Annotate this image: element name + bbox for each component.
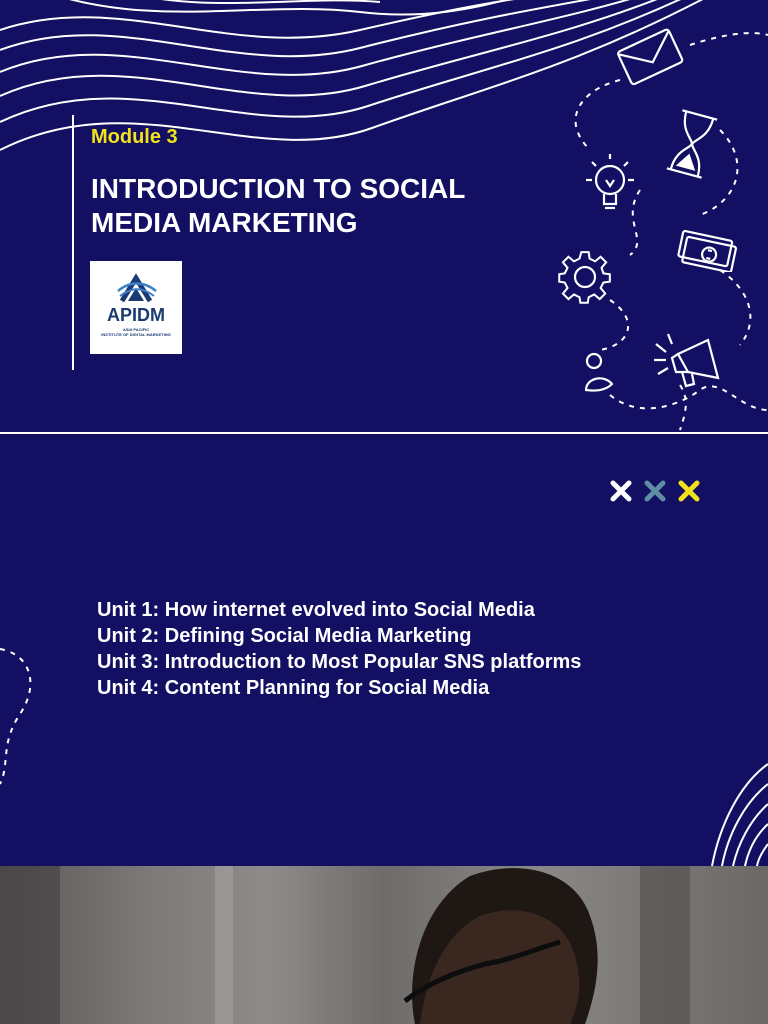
unit-item: Unit 1: How internet evolved into Social Media (97, 599, 535, 621)
units-slide (0, 434, 768, 866)
apidm-logo (90, 261, 182, 354)
gear-icon (554, 246, 616, 308)
logo-subtitle: ASIA PACIFIC (122, 327, 150, 332)
person-icon (580, 350, 620, 398)
divider-bar (72, 115, 74, 370)
hourglass-icon (660, 108, 724, 180)
man-with-glasses-photo (0, 866, 768, 1024)
slide-title: INTRODUCTION TO SOCIAL MEDIA MARKETING (91, 173, 466, 238)
unit-item: Unit 4: Content Planning for Social Media (97, 677, 490, 699)
unit-item: Unit 3: Introduction to Most Popular SNS platforms (97, 651, 582, 673)
module-label: Module 3 (91, 126, 178, 148)
x-mark-icon (609, 480, 633, 502)
unit-item: Unit 2: Defining Social Media Marketing (97, 625, 472, 647)
megaphone-icon (652, 328, 732, 392)
x-marks (609, 480, 701, 502)
title-slide (0, 0, 768, 432)
money-icon (672, 228, 742, 272)
unit-list (97, 597, 581, 701)
logo-text: APIDM (107, 305, 165, 325)
lightbulb-icon (576, 150, 640, 220)
envelope-icon (612, 26, 692, 86)
x-mark-icon (643, 480, 667, 502)
logo-subtitle: INSTITUTE OF DIGITAL MARKETING (101, 332, 171, 337)
logo-mark-icon (90, 261, 182, 305)
photo-slide (0, 866, 768, 1024)
x-mark-icon (677, 480, 701, 502)
